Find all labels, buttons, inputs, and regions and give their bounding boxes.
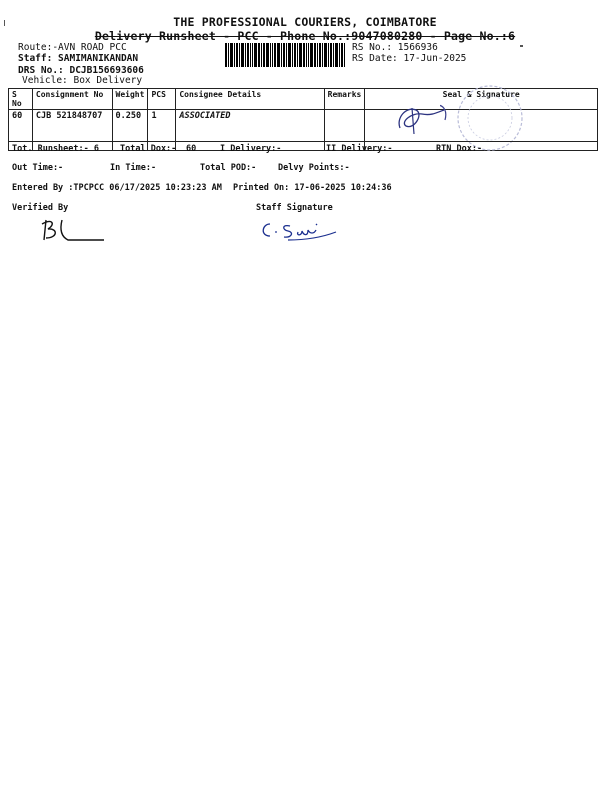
column-header: Consignment No — [32, 89, 112, 110]
rs-date: RS Date: 17-Jun-2025 — [352, 53, 467, 64]
document-subtitle: Delivery Runsheet - PCC - Phone No.:9047080280 - Page No.:6 — [94, 29, 516, 43]
out-time: Out Time:- — [12, 163, 64, 173]
delvy-points: Delvy Points:- — [278, 163, 350, 173]
in-time: In Time:- — [110, 163, 157, 173]
rtn-dox: RTN Dox:- — [436, 144, 483, 154]
staff-label: Staff: SAMIMANIKANDAN — [18, 53, 139, 64]
total-dox-value: 60 — [186, 144, 197, 154]
verifier-signature — [38, 216, 110, 244]
column-header: Remarks — [324, 89, 365, 110]
route-label: Route:-AVN ROAD PCC — [18, 42, 127, 53]
document-title: THE PROFESSIONAL COURIERS, COIMBATORE — [173, 15, 437, 29]
column-header: Consignee Details — [176, 89, 324, 110]
column-header: Weight — [112, 89, 148, 110]
drs-number: DRS No.: DCJB156693606 — [18, 65, 144, 76]
cell-consignee: ASSOCIATED — [176, 110, 324, 151]
stray-mark — [520, 45, 523, 47]
i-delivery: I Delivery:- — [220, 144, 282, 154]
staff-signature — [258, 218, 340, 244]
stray-mark — [4, 20, 5, 26]
column-header: PCS — [148, 89, 176, 110]
printed-on: Printed On: 17-06-2025 10:24:36 — [233, 183, 392, 193]
entered-by: Entered By :TPCPCC 06/17/2025 10:23:23 AM — [12, 183, 222, 193]
vehicle-label: Vehicle: Box Delivery — [22, 75, 143, 86]
cell-sno: 60 — [9, 110, 33, 151]
recipient-signature — [392, 100, 452, 140]
rs-number: RS No.: 1566936 — [352, 42, 438, 53]
cell-weight: 0.250 — [112, 110, 148, 151]
column-header: Seal & Signature — [365, 89, 598, 110]
total-pod: Total POD:- — [200, 163, 257, 173]
staff-signature-label: Staff Signature — [256, 203, 333, 213]
column-header: S No — [9, 89, 33, 110]
tot-runsheet: Tot. Runsheet:- 6 — [12, 144, 99, 154]
verified-by-label: Verified By — [12, 203, 69, 213]
cell-consignment: CJB 521848707 — [32, 110, 112, 151]
barcode — [225, 43, 345, 67]
cell-pcs: 1 — [148, 110, 176, 151]
ii-delivery: II Delivery:- — [326, 144, 393, 154]
total-dox-label: Total Dox:- — [120, 144, 177, 154]
